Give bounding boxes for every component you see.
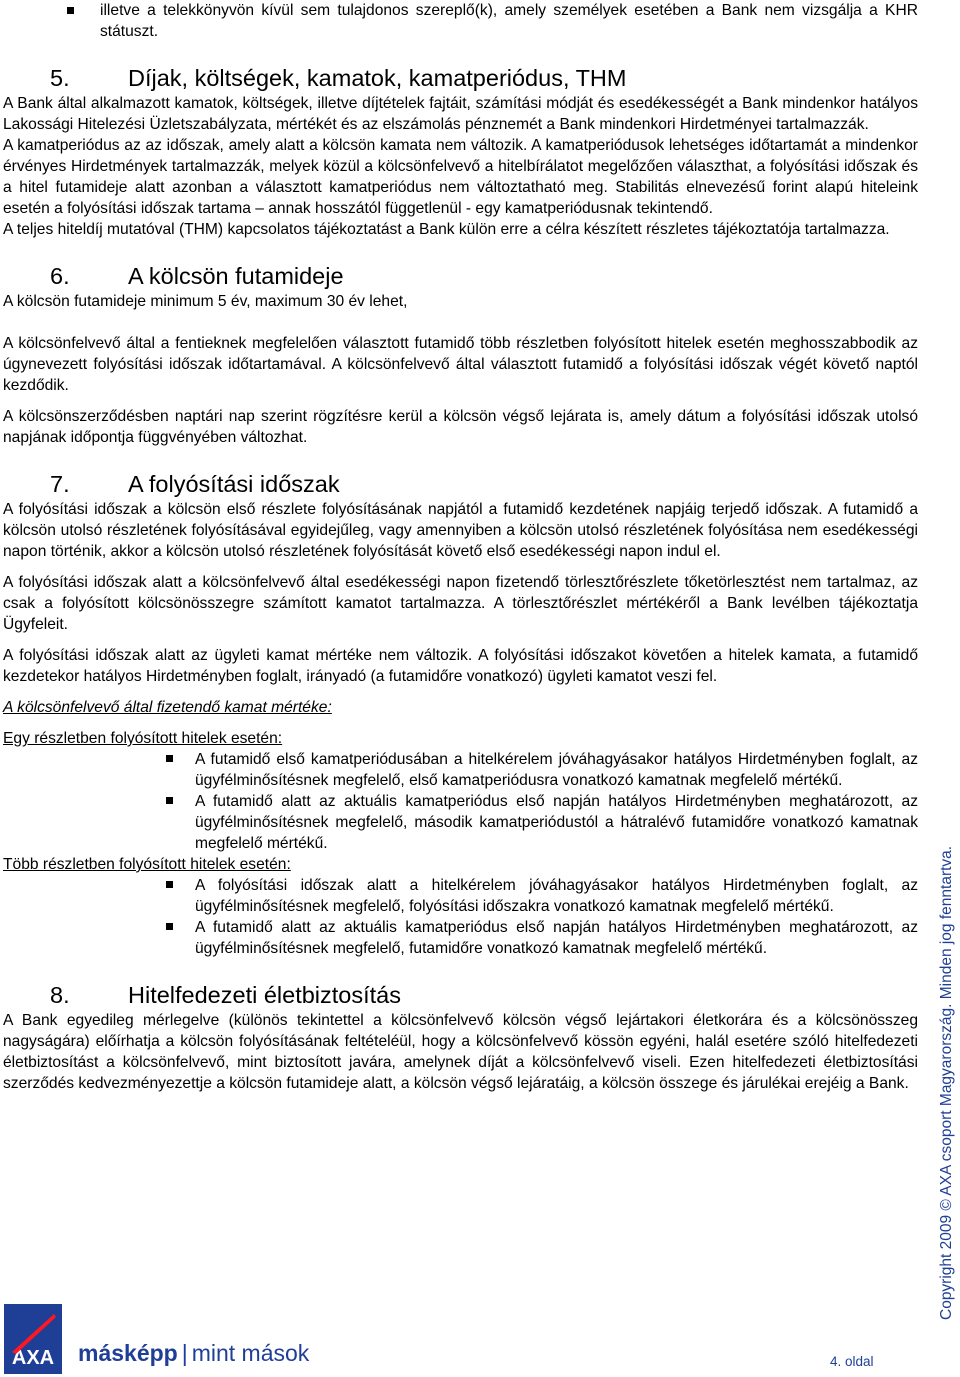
- square-bullet-icon: [166, 923, 173, 930]
- list-item: A folyósítási időszak alatt a hitelkérelem jóváhagyásakor hatályos Hirdetményben foglalt, az ügyfélminősítésnek megfelelő, folyósítási időszakra vonatkozó kamatnak megfelelő mértékű.: [3, 875, 918, 917]
- section-6-heading: 6. A kölcsön futamideje: [50, 263, 344, 289]
- page-footer: [0, 1304, 960, 1377]
- list-item: A futamidő alatt az aktuális kamatperiódus első napján hatályos Hirdetményben meghatározott, az ügyfélminősítésnek megfelelő, második kamatperiódustól a hátralévő futamidőre vonatkozó kamatnak megfelelő mértékű.: [3, 791, 918, 854]
- square-bullet-icon: [166, 797, 173, 804]
- s7-paragraph: A folyósítási időszak alatt az ügyleti kamat mértéke nem változik. A folyósítási időszakot követően a hitelek kamata, a futamidő kezdetekor hatályos Hirdetményben foglalt, irányadó (a futamidőre vonatkozó) ügyleti kamatot veszi fel.: [3, 647, 918, 685]
- square-bullet-icon: [166, 881, 173, 888]
- single-disbursement-heading: Egy részletben folyósított hitelek esetén:: [3, 730, 283, 747]
- section-8-heading: 8. Hitelfedezeti életbiztosítás: [50, 982, 402, 1008]
- s6-paragraph: A kölcsönszerződésben naptári nap szerint rögzítésre kerül a kölcsön végső lejárata is, amely dátum a folyósítási időszak utolsó napjának időpontja függvényében változhat.: [3, 408, 918, 446]
- s8-paragraph: A Bank egyedileg mérlegelve (különös tekintettel a kölcsönfelvevő kölcsön végső lejártakori életkorára és a kölcsönösszeg nagyságára) előírhatja a kölcsön folyósításának feltételéül, hogy a kölcsönfelvevő kössön egyéni, halál esetére szóló hitelfedezeti életbiztosítást a kölcsönfelvevő, mint biztosított javára, amelynek díját a kölcsönfelvevő viseli. Ezen hitelfedezeti életbiztosítási szerződés kedvezményezettje a kölcsön futamideje alatt, a kölcsön végső lejáratáig, a kölcsön összege és járulékai erejéig a Bank.: [3, 1012, 918, 1092]
- section-5-heading: 5. Díjak, költségek, kamatok, kamatperiódus, THM: [50, 65, 627, 91]
- square-bullet-icon: [67, 7, 74, 14]
- copyright-notice: Copyright 2009 © AXA csoport Magyarország. Minden jog fenntartva.: [938, 845, 955, 1320]
- list-item: A futamidő első kamatperiódusában a hitelkérelem jóváhagyásakor hatályos Hirdetményben foglalt, az ügyfélminősítésnek megfelelő, első kamatperiódusra vonatkozó kamatnak megfelelő mértékű.: [3, 749, 918, 791]
- s7-paragraph: A folyósítási időszak alatt a kölcsönfelvevő által esedékességi napon fizetendő törlesztőrészlete tőketörlesztést nem tartalmaz, az csak a folyósított kölcsönösszegre számított kamatot tartalmazza. A törlesztőrészlet mértékéről a Bank levélben tájékoztatja Ügyfeleit.: [3, 574, 918, 633]
- brand-tagline: másképp | mint mások: [78, 1340, 310, 1366]
- page-number: 4. oldal: [830, 1354, 874, 1369]
- s6-paragraph: A kölcsön futamideje minimum 5 év, maximum 30 év lehet,: [3, 293, 408, 310]
- square-bullet-icon: [166, 755, 173, 762]
- s5-paragraph: A kamatperiódus az az időszak, amely alatt a kölcsön kamata nem változik. A kamatperiódusok lehetséges időtartamát a mindenkor érvényes Hirdetmények tartalmazzák, melyek közül a kölcsönfelvevő a hitelbírálatot megelőzően választhat, a folyósítási időszak és a hitel futamideje alatt azonban a választott kamatperiódus nem változtatható meg. Stabilitás elnevezésű forint alapú hiteleink esetén a folyósítási időszak tartama – annak hosszától függetlenül - egy kamatperiódusnak tekintendő.: [3, 137, 918, 217]
- svg-text:AXA: AXA: [11, 1347, 55, 1369]
- s5-paragraph: A Bank által alkalmazott kamatok, költségek, illetve díjtételek fajtáit, számítási módját és esedékességét a Bank mindenkor hatályos Lakossági Hitelezési Üzletszabályzata, mértékét és az elszámolás pénznemét a Bank mindenkori Hirdetményei tartalmazzák.: [3, 95, 918, 133]
- multi-disbursement-heading: Több részletben folyósított hitelek esetén:: [3, 856, 291, 873]
- list-item: A futamidő alatt az aktuális kamatperiódus első napján hatályos Hirdetményben meghatározott, az ügyfélminősítésnek megfelelő, futamidőre vonatkozó kamatnak megfelelő mértékű.: [3, 917, 918, 959]
- intro-bullet: illetve a telekkönyvön kívül sem tulajdonos szereplő(k), amely személyek esetében a Bank nem vizsgálja a KHR státuszt.: [3, 0, 918, 42]
- axa-logo-icon: [4, 1304, 62, 1374]
- rate-heading: A kölcsönfelvevő által fizetendő kamat mértéke:: [3, 699, 332, 716]
- s6-paragraph: A kölcsönfelvevő által a fentieknek megfelelően választott futamidő több részletben folyósított hitelek esetén meghosszabbodik az úgynevezett folyósítási időszak időtartamával. A kölcsönfelvevő által választott futamidő a folyósítási időszak végét követő naptól kezdődik.: [3, 335, 918, 394]
- s5-paragraph: A teljes hiteldíj mutatóval (THM) kapcsolatos tájékoztatást a Bank külön erre a célra készített részletes tájékoztatója tartalmazza.: [3, 221, 890, 238]
- s7-paragraph: A folyósítási időszak a kölcsön első részlete folyósításának napjától a futamidő kezdetének napjáig terjedő időszak. A futamidő a kölcsön utolsó részletének folyósításával egyidejűleg, vagy amennyiben a kölcsön utolsó részletének folyósítása nem esedékességi napon történik, akkor a kölcsön utolsó részletének folyósítását követő első esedékességi napon indul el.: [3, 501, 918, 560]
- document-body: [3, 0, 918, 1094]
- section-7-heading: 7. A folyósítási időszak: [50, 471, 340, 497]
